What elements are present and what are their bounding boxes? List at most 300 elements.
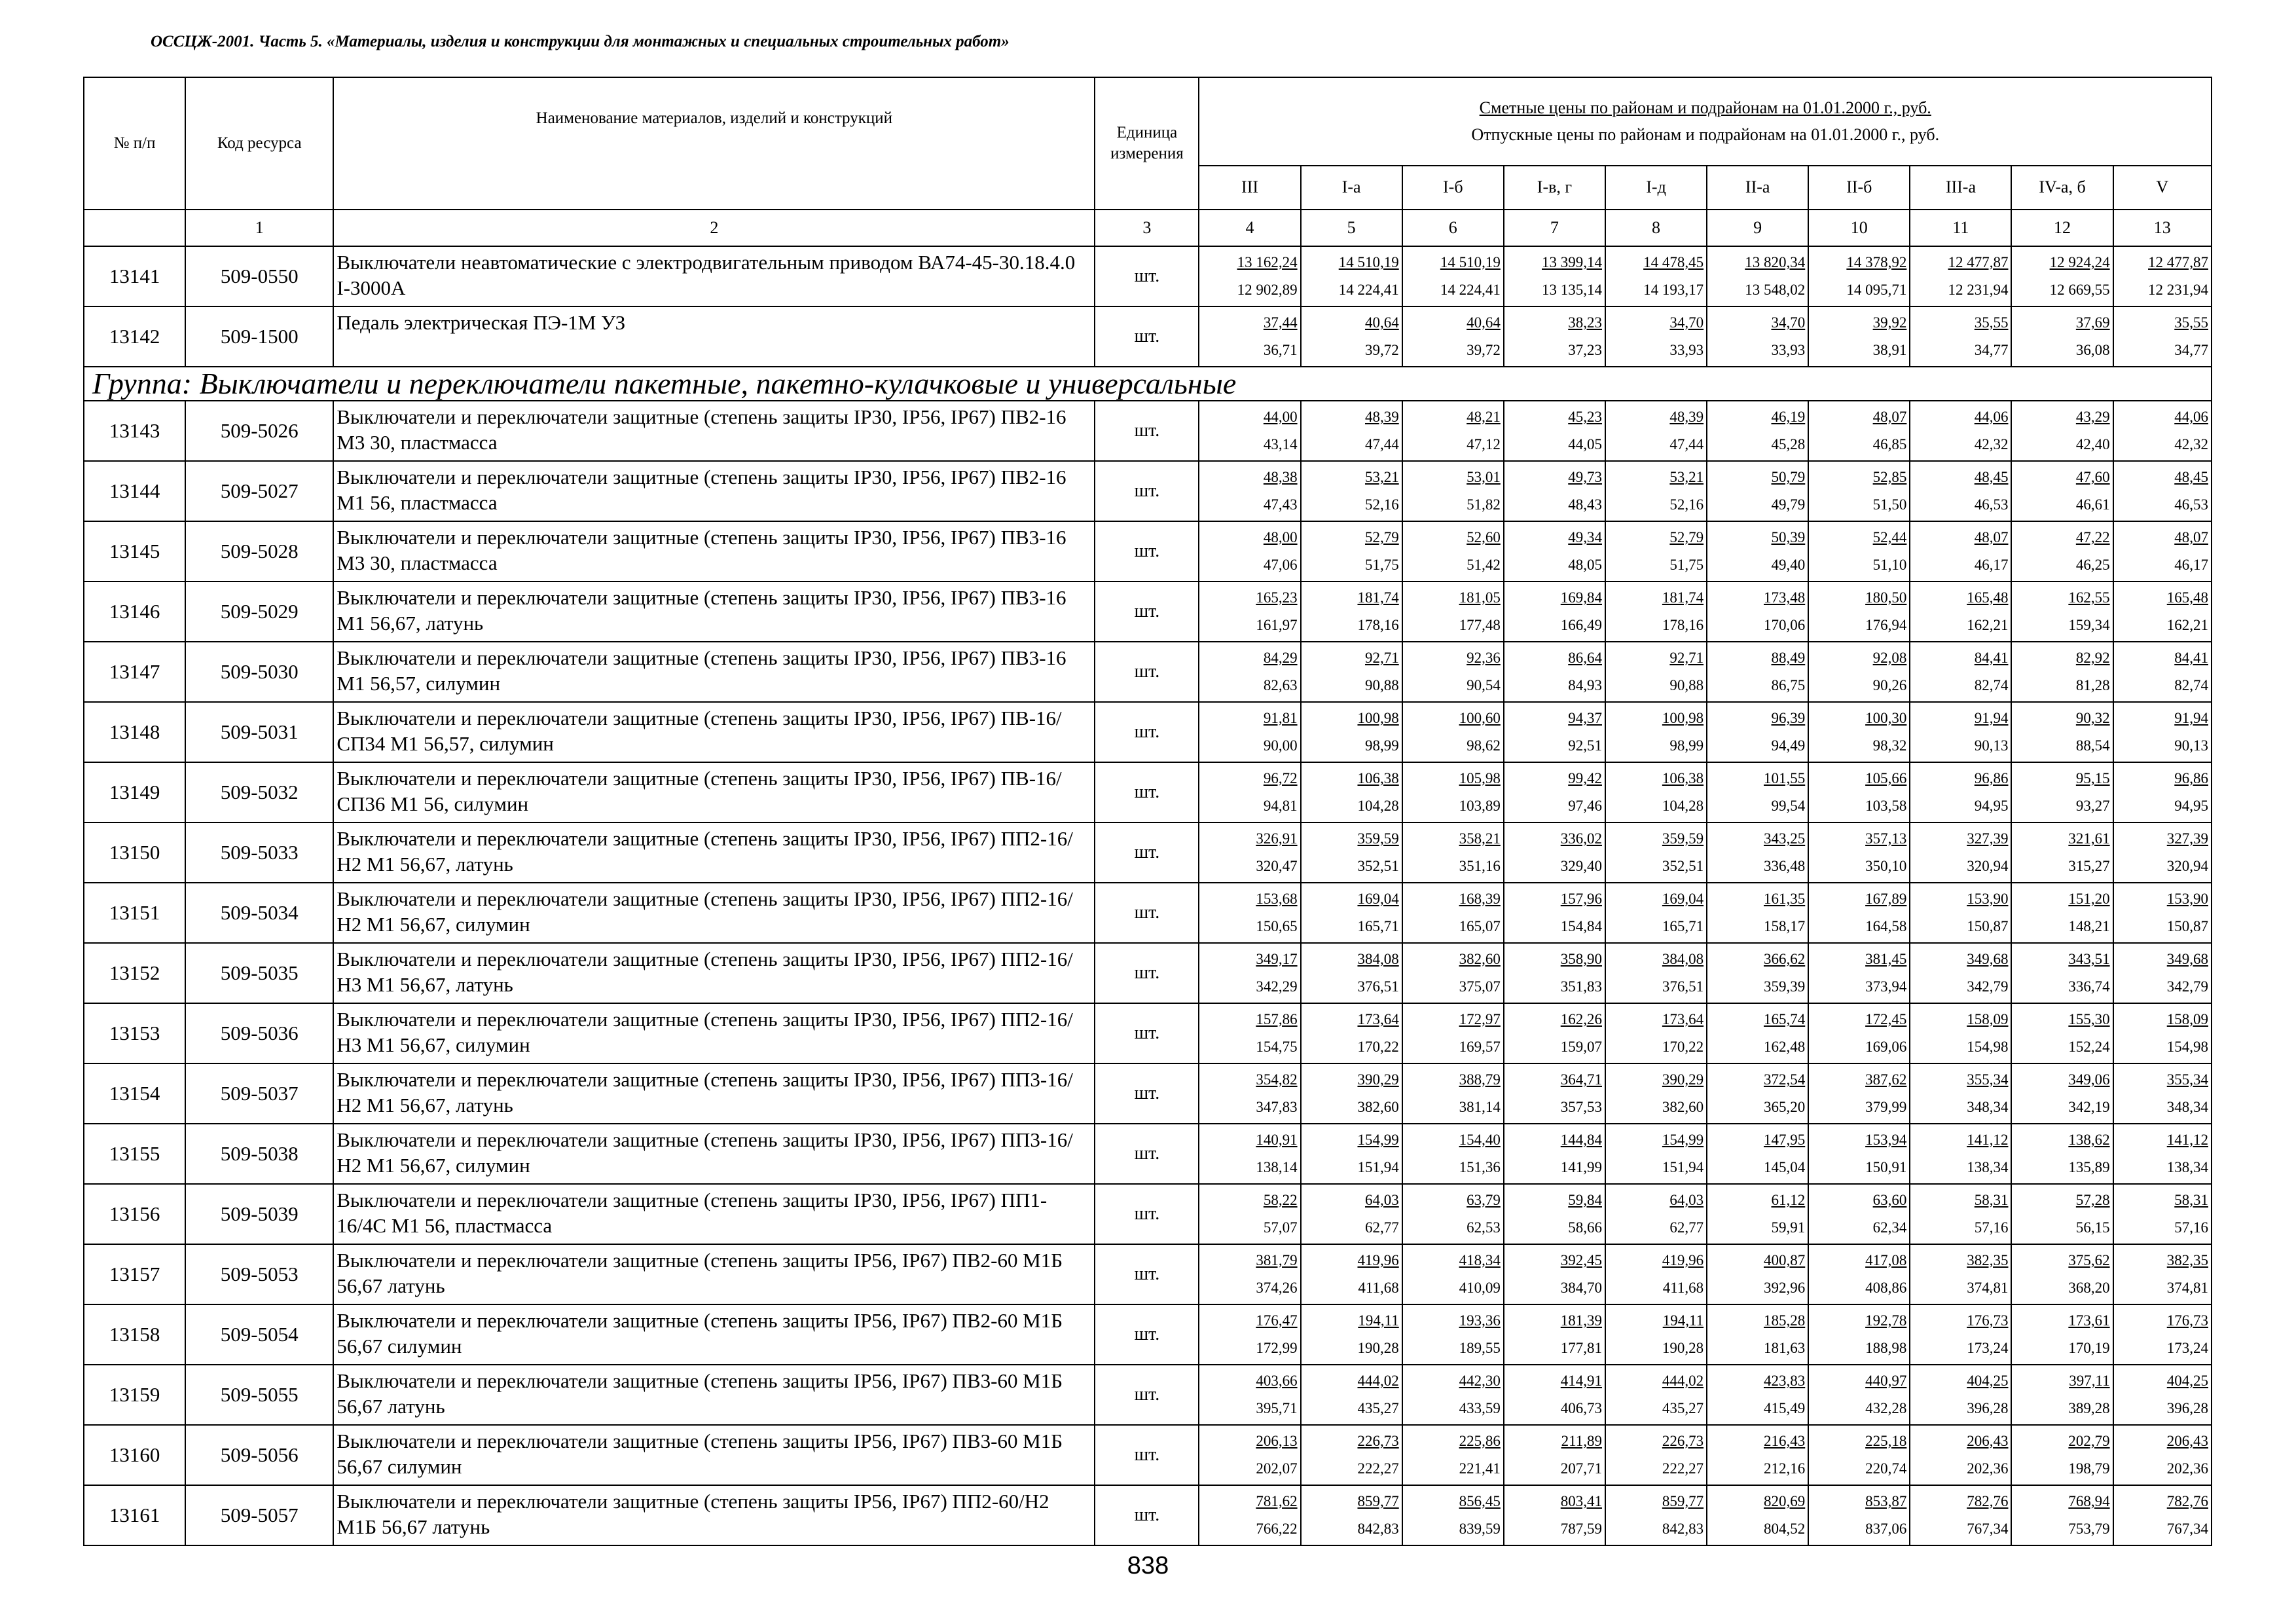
release-price: 46,53: [1974, 496, 2009, 513]
price-table: [83, 77, 2212, 1546]
price-cell: [1910, 1003, 2011, 1063]
resource-code: 509-1500: [185, 306, 333, 367]
estimated-price: 144,84: [1560, 1132, 1602, 1148]
release-price: 135,89: [2068, 1159, 2110, 1175]
price-cell: [1707, 581, 1808, 642]
price-cell: [1605, 1003, 1707, 1063]
estimated-price: 48,39: [1364, 409, 1399, 425]
release-price: 189,55: [1459, 1340, 1501, 1356]
estimated-price: 397,11: [2069, 1373, 2110, 1389]
price-cell: [1504, 521, 1605, 581]
estimated-price: 153,90: [1967, 891, 2009, 907]
estimated-price: 94,37: [1568, 710, 1602, 726]
unit-cell: шт.: [1095, 401, 1199, 461]
price-cell: [1808, 702, 1910, 762]
column-header-unit: Единица измерения: [1095, 77, 1199, 210]
price-cell: [1301, 1244, 1402, 1304]
estimated-price: 384,08: [1662, 951, 1704, 967]
item-name: Выключатели и переключатели защитные (степень защиты IP56, IP67) ПВ2-60 М1Б 56,67 латунь: [333, 1244, 1095, 1304]
release-price: 43,14: [1263, 436, 1298, 452]
price-cell: [2113, 1063, 2212, 1124]
estimated-price: 58,31: [2174, 1192, 2208, 1208]
price-cell: [2113, 401, 2212, 461]
release-price: 51,10: [1872, 557, 1907, 573]
price-cell: [1707, 1485, 1808, 1545]
unit-cell: шт.: [1095, 246, 1199, 306]
table-row: [84, 306, 2212, 367]
price-cell: [2113, 762, 2212, 822]
release-price: 165,71: [1662, 918, 1704, 934]
price-cell: [2011, 822, 2113, 883]
release-price: 46,25: [2075, 557, 2110, 573]
price-cell: [1402, 1063, 1504, 1124]
estimated-price: 52,85: [1872, 469, 1907, 485]
estimated-price: 349,06: [2068, 1071, 2110, 1088]
price-cell: [2011, 1485, 2113, 1545]
release-price: 408,86: [1865, 1280, 1907, 1296]
estimated-price: 176,73: [1967, 1312, 2009, 1329]
price-cell: [1707, 822, 1808, 883]
price-cell: [1605, 762, 1707, 822]
price-cell: [1707, 461, 1808, 521]
item-name: Выключатели и переключатели защитные (степень защиты IP30, IP56, IP67) ПП2-16/Н2 М1 56,67, силумин: [333, 883, 1095, 943]
price-cell: [1910, 1304, 2011, 1365]
region-header: IV-а, б: [2011, 166, 2113, 210]
release-price: 154,98: [1967, 1039, 2009, 1055]
estimated-price: 326,91: [1256, 830, 1298, 847]
release-price: 188,98: [1865, 1340, 1907, 1356]
estimated-price: 91,94: [2174, 710, 2208, 726]
estimated-price: 157,96: [1560, 891, 1602, 907]
estimated-price: 34,70: [1669, 314, 1704, 331]
estimated-price: 63,79: [1467, 1192, 1501, 1208]
release-price: 94,95: [1974, 798, 2009, 814]
price-cell: [1301, 581, 1402, 642]
group-row: [84, 367, 2212, 401]
release-price: 62,77: [1364, 1219, 1399, 1236]
release-price: 368,20: [2068, 1280, 2110, 1296]
estimated-price: 856,45: [1459, 1493, 1501, 1509]
release-price: 12 669,55: [2049, 282, 2110, 298]
estimated-price: 47,22: [2075, 529, 2110, 545]
estimated-price: 92,71: [1364, 650, 1399, 666]
price-cell: [1910, 1063, 2011, 1124]
column-number: 12: [2011, 210, 2113, 246]
price-cell: [2113, 306, 2212, 367]
price-cell: [1808, 883, 1910, 943]
price-cell: [1808, 762, 1910, 822]
price-cell: [1504, 1304, 1605, 1365]
item-name: Выключатели и переключатели защитные (степень защиты IP30, IP56, IP67) ПП2-16/Н2 М1 56,67, латунь: [333, 822, 1095, 883]
release-price: 411,68: [1358, 1280, 1399, 1296]
estimated-price: 44,00: [1263, 409, 1298, 425]
release-price: 90,54: [1467, 677, 1501, 693]
release-price: 165,71: [1357, 918, 1399, 934]
price-cell: [1808, 1365, 1910, 1425]
item-name: Выключатели и переключатели защитные (степень защиты IP30, IP56, IP67) ПВ3-16 М1 56,57, силумин: [333, 642, 1095, 702]
estimated-price: 96,86: [1974, 770, 2009, 786]
price-cell: [1808, 943, 1910, 1003]
estimated-price: 349,68: [2166, 951, 2208, 967]
price-cell: [1605, 401, 1707, 461]
price-cell: [1910, 762, 2011, 822]
release-price: 34,77: [2174, 342, 2208, 358]
table-row: [84, 642, 2212, 702]
table-row: [84, 822, 2212, 883]
release-price: 45,28: [1771, 436, 1806, 452]
estimated-price: 12 477,87: [1948, 254, 2009, 270]
price-cell: [1504, 581, 1605, 642]
estimated-price: 100,60: [1459, 710, 1501, 726]
release-price: 51,42: [1467, 557, 1501, 573]
estimated-price: 440,97: [1865, 1373, 1907, 1389]
column-number: 4: [1199, 210, 1300, 246]
price-cell: [1707, 642, 1808, 702]
row-number: 13152: [84, 943, 185, 1003]
release-price: 384,70: [1560, 1280, 1602, 1296]
price-cell: [1910, 306, 2011, 367]
estimated-price: 53,21: [1669, 469, 1704, 485]
price-cell: [1605, 1304, 1707, 1365]
release-price: 435,27: [1357, 1400, 1399, 1416]
release-price: 352,51: [1357, 858, 1399, 874]
table-row: [84, 1244, 2212, 1304]
unit-cell: шт.: [1095, 1244, 1199, 1304]
release-price: 410,09: [1459, 1280, 1501, 1296]
row-number: 13143: [84, 401, 185, 461]
price-cell: [1402, 1003, 1504, 1063]
price-cell: [1808, 1244, 1910, 1304]
estimated-price: 206,13: [1256, 1433, 1298, 1449]
estimated-price: 13 162,24: [1237, 254, 1298, 270]
estimated-price: 382,35: [2166, 1252, 2208, 1268]
resource-code: 509-5056: [185, 1425, 333, 1485]
price-cell: [1605, 461, 1707, 521]
estimated-price: 50,79: [1771, 469, 1806, 485]
column-header-num: № п/п: [84, 77, 185, 210]
estimated-price: 100,30: [1865, 710, 1907, 726]
resource-code: 509-5030: [185, 642, 333, 702]
estimated-price: 92,08: [1872, 650, 1907, 666]
release-price: 190,28: [1357, 1340, 1399, 1356]
price-cell: [1910, 461, 2011, 521]
estimated-price: 403,66: [1256, 1373, 1298, 1389]
estimated-price: 321,61: [2068, 830, 2110, 847]
estimated-price: 423,83: [1763, 1373, 1806, 1389]
item-name: Выключатели и переключатели защитные (степень защиты IP30, IP56, IP67) ПП3-16/Н2 М1 56,67, латунь: [333, 1063, 1095, 1124]
row-number: 13144: [84, 461, 185, 521]
estimated-price: 92,36: [1467, 650, 1501, 666]
estimated-price: 14 478,45: [1643, 254, 1704, 270]
price-cell: [1199, 1485, 1300, 1545]
estimated-price: 153,94: [1865, 1132, 1907, 1148]
estimated-price: 45,23: [1568, 409, 1602, 425]
release-price: 166,49: [1560, 617, 1602, 633]
price-cell: [1402, 1425, 1504, 1485]
price-cell: [1707, 702, 1808, 762]
price-cell: [1199, 1425, 1300, 1485]
column-number: 6: [1402, 210, 1504, 246]
price-cell: [2011, 943, 2113, 1003]
item-name: Выключатели и переключатели защитные (степень защиты IP56, IP67) ПП2-60/Н2 М1Б 56,67 латунь: [333, 1485, 1095, 1545]
release-price: 162,21: [2166, 617, 2208, 633]
release-price: 103,58: [1865, 798, 1907, 814]
price-cell: [1504, 702, 1605, 762]
column-number: 5: [1301, 210, 1402, 246]
estimated-price: 48,39: [1669, 409, 1704, 425]
price-cell: [1504, 943, 1605, 1003]
estimated-price: 165,48: [2166, 589, 2208, 606]
estimated-price: 176,47: [1256, 1312, 1298, 1329]
estimated-price: 12 924,24: [2049, 254, 2110, 270]
price-cell: [1199, 581, 1300, 642]
release-price: 98,32: [1872, 737, 1907, 754]
price-cell: [1504, 822, 1605, 883]
price-cell: [1707, 883, 1808, 943]
price-cell: [1402, 1184, 1504, 1244]
release-price: 767,34: [2166, 1521, 2208, 1537]
item-name: Выключатели и переключатели защитные (степень защиты IP30, IP56, IP67) ПВ-16/СП34 М1 56,57, силумин: [333, 702, 1095, 762]
price-cell: [2011, 1003, 2113, 1063]
release-price: 141,99: [1560, 1159, 1602, 1175]
region-header: I-в, г: [1504, 166, 1605, 210]
group-title: Группа: Выключатели и переключатели пакетные, пакетно-кулачковые и универсальные: [84, 367, 2212, 401]
estimated-price: 96,86: [2174, 770, 2208, 786]
resource-code: 509-5029: [185, 581, 333, 642]
release-price: 382,60: [1357, 1099, 1399, 1115]
price-cell: [1910, 1184, 2011, 1244]
release-price: 88,54: [2075, 737, 2110, 754]
release-price: 374,26: [1256, 1280, 1298, 1296]
release-price: 376,51: [1357, 978, 1399, 995]
estimated-price: 327,39: [2166, 830, 2208, 847]
estimated-price: 859,77: [1357, 1493, 1399, 1509]
release-price: 49,79: [1771, 496, 1806, 513]
resource-code: 509-5027: [185, 461, 333, 521]
row-number: 13141: [84, 246, 185, 306]
estimated-price: 100,98: [1357, 710, 1399, 726]
table-row: [84, 1304, 2212, 1365]
price-cell: [1808, 1063, 1910, 1124]
release-price: 336,74: [2068, 978, 2110, 995]
release-price: 351,83: [1560, 978, 1602, 995]
price-cell: [1301, 822, 1402, 883]
item-name: Выключатели и переключатели защитные (степень защиты IP56, IP67) ПВ2-60 М1Б 56,67 силумин: [333, 1304, 1095, 1365]
price-cell: [1707, 1304, 1808, 1365]
estimated-price: 154,99: [1357, 1132, 1399, 1148]
estimated-price: 43,29: [2075, 409, 2110, 425]
row-number: 13150: [84, 822, 185, 883]
price-cell: [1199, 246, 1300, 306]
release-price: 46,17: [1974, 557, 2009, 573]
region-header: III-а: [1910, 166, 2011, 210]
price-cell: [1301, 943, 1402, 1003]
unit-cell: шт.: [1095, 1003, 1199, 1063]
estimated-price: 165,48: [1967, 589, 2009, 606]
estimated-price: 392,45: [1560, 1252, 1602, 1268]
release-price: 162,21: [1967, 617, 2009, 633]
region-header: II-б: [1808, 166, 1910, 210]
estimated-price: 853,87: [1865, 1493, 1907, 1509]
column-number: 3: [1095, 210, 1199, 246]
estimated-price: 154,40: [1459, 1132, 1501, 1148]
table-row: [84, 461, 2212, 521]
price-cell: [2113, 1365, 2212, 1425]
release-price: 90,88: [1364, 677, 1399, 693]
release-price: 154,75: [1256, 1039, 1298, 1055]
price-cell: [1301, 1063, 1402, 1124]
estimated-price: 58,22: [1263, 1192, 1298, 1208]
estimated-price: 138,62: [2068, 1132, 2110, 1148]
row-number: 13157: [84, 1244, 185, 1304]
estimated-price: 336,02: [1560, 830, 1602, 847]
estimated-price: 349,68: [1967, 951, 2009, 967]
price-cell: [1910, 1244, 2011, 1304]
release-price: 329,40: [1560, 858, 1602, 874]
price-cell: [1504, 246, 1605, 306]
resource-code: 509-5039: [185, 1184, 333, 1244]
price-cell: [1910, 1365, 2011, 1425]
release-price: 411,68: [1662, 1280, 1704, 1296]
release-price: 82,74: [1974, 677, 2009, 693]
estimated-price: 172,97: [1459, 1011, 1501, 1027]
release-price: 190,28: [1662, 1340, 1704, 1356]
estimated-price: 173,64: [1662, 1011, 1704, 1027]
price-cell: [1707, 1365, 1808, 1425]
estimated-price: 58,31: [1974, 1192, 2009, 1208]
column-number: 1: [185, 210, 333, 246]
release-price: 374,81: [1967, 1280, 2009, 1296]
release-price: 62,53: [1467, 1219, 1501, 1236]
release-price: 357,53: [1560, 1099, 1602, 1115]
table-row: [84, 401, 2212, 461]
release-price: 36,71: [1263, 342, 1298, 358]
estimated-price: 400,87: [1763, 1252, 1806, 1268]
column-number: 2: [333, 210, 1095, 246]
estimated-price: 37,44: [1263, 314, 1298, 331]
estimated-price: 387,62: [1865, 1071, 1907, 1088]
price-cell: [1910, 1425, 2011, 1485]
price-cell: [1504, 883, 1605, 943]
release-price: 94,95: [2174, 798, 2208, 814]
estimated-price: 44,06: [1974, 409, 2009, 425]
price-cell: [2113, 642, 2212, 702]
estimated-price: 206,43: [1967, 1433, 2009, 1449]
row-number: 13156: [84, 1184, 185, 1244]
release-price: 169,06: [1865, 1039, 1907, 1055]
row-number: 13145: [84, 521, 185, 581]
estimated-price: 57,28: [2075, 1192, 2110, 1208]
release-price: 212,16: [1763, 1460, 1806, 1477]
estimated-price: 140,91: [1256, 1132, 1298, 1148]
price-cell: [1605, 1124, 1707, 1184]
estimated-price: 48,45: [1974, 469, 2009, 485]
release-price: 47,44: [1364, 436, 1399, 452]
price-cell: [1199, 1365, 1300, 1425]
price-cell: [2113, 461, 2212, 521]
price-cell: [1808, 822, 1910, 883]
release-price: 98,99: [1364, 737, 1399, 754]
price-cell: [1301, 702, 1402, 762]
release-price: 90,00: [1263, 737, 1298, 754]
release-price: 342,19: [2068, 1099, 2110, 1115]
estimated-price: 390,29: [1662, 1071, 1704, 1088]
resource-code: 509-5057: [185, 1485, 333, 1545]
price-cell: [1504, 762, 1605, 822]
price-cell: [1199, 1063, 1300, 1124]
price-cell: [2113, 883, 2212, 943]
price-cell: [1707, 762, 1808, 822]
price-cell: [2011, 1063, 2113, 1124]
price-cell: [1504, 1244, 1605, 1304]
release-price: 347,83: [1256, 1099, 1298, 1115]
price-cell: [1707, 1063, 1808, 1124]
release-price: 375,07: [1459, 978, 1501, 995]
estimated-price: 12 477,87: [2148, 254, 2208, 270]
estimated-price: 169,04: [1662, 891, 1704, 907]
estimated-price: 202,79: [2068, 1433, 2110, 1449]
release-price: 164,58: [1865, 918, 1907, 934]
price-cell: [1910, 822, 2011, 883]
estimated-price: 181,74: [1357, 589, 1399, 606]
row-number: 13159: [84, 1365, 185, 1425]
release-price: 154,98: [2166, 1039, 2208, 1055]
release-price: 373,94: [1865, 978, 1907, 995]
price-cell: [1402, 401, 1504, 461]
estimated-price: 13 399,14: [1541, 254, 1602, 270]
unit-cell: шт.: [1095, 702, 1199, 762]
unit-cell: шт.: [1095, 1124, 1199, 1184]
price-cell: [2011, 306, 2113, 367]
table-row: [84, 1184, 2212, 1244]
estimated-price: 39,92: [1872, 314, 1907, 331]
price-cell: [2011, 762, 2113, 822]
estimated-price: 147,95: [1763, 1132, 1806, 1148]
release-price: 159,07: [1560, 1039, 1602, 1055]
release-price: 342,79: [2166, 978, 2208, 995]
estimated-price: 781,62: [1256, 1493, 1298, 1509]
price-cell: [1504, 1124, 1605, 1184]
estimated-price: 359,59: [1357, 830, 1399, 847]
release-price: 177,81: [1560, 1340, 1602, 1356]
release-price: 92,51: [1568, 737, 1602, 754]
unit-cell: шт.: [1095, 1304, 1199, 1365]
price-cell: [1402, 642, 1504, 702]
release-price: 14 224,41: [1338, 282, 1399, 298]
release-price: 169,57: [1459, 1039, 1501, 1055]
release-price: 42,40: [2075, 436, 2110, 452]
unit-cell: шт.: [1095, 1425, 1199, 1485]
document-header: ОССЦЖ-2001. Часть 5. «Материалы, изделия и конструкции для монтажных и специальных строительных работ»: [151, 33, 1010, 50]
estimated-price: 382,35: [1967, 1252, 2009, 1268]
estimated-price: 86,64: [1568, 650, 1602, 666]
price-cell: [1910, 642, 2011, 702]
release-price: 151,94: [1662, 1159, 1704, 1175]
release-price: 51,82: [1467, 496, 1501, 513]
price-cell: [1910, 702, 2011, 762]
release-price: 178,16: [1357, 617, 1399, 633]
release-price: 37,23: [1568, 342, 1602, 358]
estimated-price: 444,02: [1357, 1373, 1399, 1389]
release-price: 14 193,17: [1643, 282, 1704, 298]
price-cell: [1910, 1124, 2011, 1184]
table-body-after-group: [84, 401, 2212, 1545]
price-cell: [1707, 1184, 1808, 1244]
price-cell: [1199, 1184, 1300, 1244]
estimated-price: 44,06: [2174, 409, 2208, 425]
estimated-price: 419,96: [1357, 1252, 1399, 1268]
price-cell: [1910, 883, 2011, 943]
